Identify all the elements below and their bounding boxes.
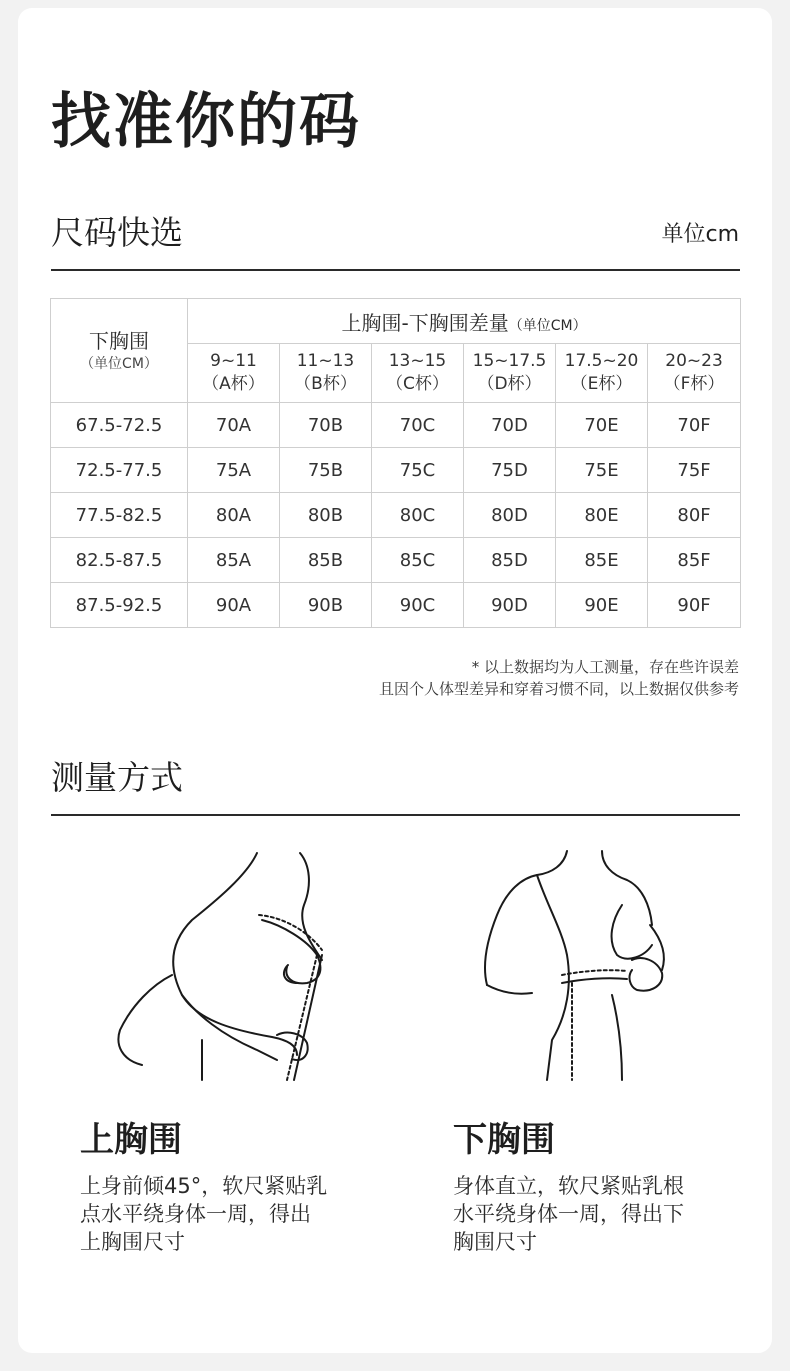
underbust-header <box>51 299 188 403</box>
cup-range: 9~11 <box>210 351 257 372</box>
size-cell: 90D <box>464 583 556 628</box>
underbust-header-unit: （单位CM） <box>80 355 158 372</box>
underbust-cell: 77.5-82.5 <box>51 493 188 538</box>
cup-letter: （A杯） <box>202 374 265 394</box>
diff-header-unit: （单位CM） <box>508 317 587 334</box>
measure-heading: 测量方式 <box>51 758 183 797</box>
size-cell: 80F <box>648 493 741 538</box>
upper-bust-title: 上胸围 <box>80 1120 182 1160</box>
quick-select-heading: 尺码快选 <box>51 213 183 252</box>
description-line: 点水平绕身体一周，得出 <box>80 1202 311 1226</box>
size-table <box>50 298 741 628</box>
size-cell: 70F <box>648 403 741 448</box>
table-row <box>51 448 741 493</box>
size-cell: 75D <box>464 448 556 493</box>
disclaimer-note <box>379 656 739 700</box>
size-cell: 85B <box>280 538 372 583</box>
cup-letter: （E杯） <box>570 374 633 394</box>
size-cell: 80C <box>372 493 464 538</box>
cup-header <box>556 344 648 403</box>
size-cell: 85D <box>464 538 556 583</box>
size-cell: 90E <box>556 583 648 628</box>
cup-header <box>280 344 372 403</box>
underbust-cell: 87.5-92.5 <box>51 583 188 628</box>
size-cell: 90C <box>372 583 464 628</box>
cup-header <box>372 344 464 403</box>
under-bust-illustration <box>472 845 692 1085</box>
size-cell: 70A <box>188 403 280 448</box>
size-cell: 75E <box>556 448 648 493</box>
size-cell: 90B <box>280 583 372 628</box>
unit-label: 单位cm <box>661 222 739 247</box>
cup-letter: （B杯） <box>294 374 357 394</box>
size-cell: 70D <box>464 403 556 448</box>
table-row <box>51 493 741 538</box>
size-cell: 75F <box>648 448 741 493</box>
size-cell: 90A <box>188 583 280 628</box>
cup-header <box>464 344 556 403</box>
description-line: 上胸围尺寸 <box>80 1230 185 1254</box>
cup-range: 15~17.5 <box>472 351 547 372</box>
size-cell: 85E <box>556 538 648 583</box>
under-bust-description <box>453 1172 743 1256</box>
cup-range: 13~15 <box>388 351 447 372</box>
page-title: 找准你的码 <box>51 87 361 157</box>
underbust-cell: 82.5-87.5 <box>51 538 188 583</box>
cup-header <box>188 344 280 403</box>
note-line: * 以上数据均为人工测量，存在些许误差 <box>471 658 739 676</box>
description-line: 胸围尺寸 <box>453 1230 537 1254</box>
size-cell: 75B <box>280 448 372 493</box>
size-cell: 85F <box>648 538 741 583</box>
size-cell: 70B <box>280 403 372 448</box>
diff-header-label: 上胸围-下胸围差量 <box>341 310 509 335</box>
description-line: 身体直立，软尺紧贴乳根 <box>453 1174 684 1198</box>
size-cell: 80B <box>280 493 372 538</box>
description-line: 水平绕身体一周，得出下 <box>453 1202 684 1226</box>
size-cell: 80E <box>556 493 648 538</box>
table-row <box>51 538 741 583</box>
table-row <box>51 403 741 448</box>
diff-header <box>188 299 741 344</box>
cup-letter: （F杯） <box>663 374 725 394</box>
table-row <box>51 583 741 628</box>
size-cell: 75A <box>188 448 280 493</box>
cup-range: 17.5~20 <box>564 351 639 372</box>
upper-bust-illustration <box>112 845 352 1085</box>
underbust-cell: 67.5-72.5 <box>51 403 188 448</box>
description-line: 上身前倾45°，软尺紧贴乳 <box>80 1174 328 1198</box>
note-line: 且因个人体型差异和穿着习惯不同，以上数据仅供参考 <box>378 680 739 698</box>
underbust-header-label: 下胸围 <box>89 328 149 353</box>
cup-letter: （C杯） <box>386 374 449 394</box>
cup-range: 11~13 <box>296 351 355 372</box>
under-bust-title: 下胸围 <box>453 1120 555 1160</box>
section-divider <box>51 269 740 271</box>
cup-range: 20~23 <box>665 351 723 372</box>
size-cell: 85C <box>372 538 464 583</box>
size-cell: 70E <box>556 403 648 448</box>
size-cell: 80D <box>464 493 556 538</box>
cup-header <box>648 344 741 403</box>
underbust-cell: 72.5-77.5 <box>51 448 188 493</box>
upper-bust-description <box>80 1172 370 1256</box>
cup-letter: （D杯） <box>477 374 542 394</box>
size-cell: 85A <box>188 538 280 583</box>
section-divider <box>51 814 740 816</box>
size-cell: 70C <box>372 403 464 448</box>
size-cell: 80A <box>188 493 280 538</box>
size-cell: 75C <box>372 448 464 493</box>
size-cell: 90F <box>648 583 741 628</box>
